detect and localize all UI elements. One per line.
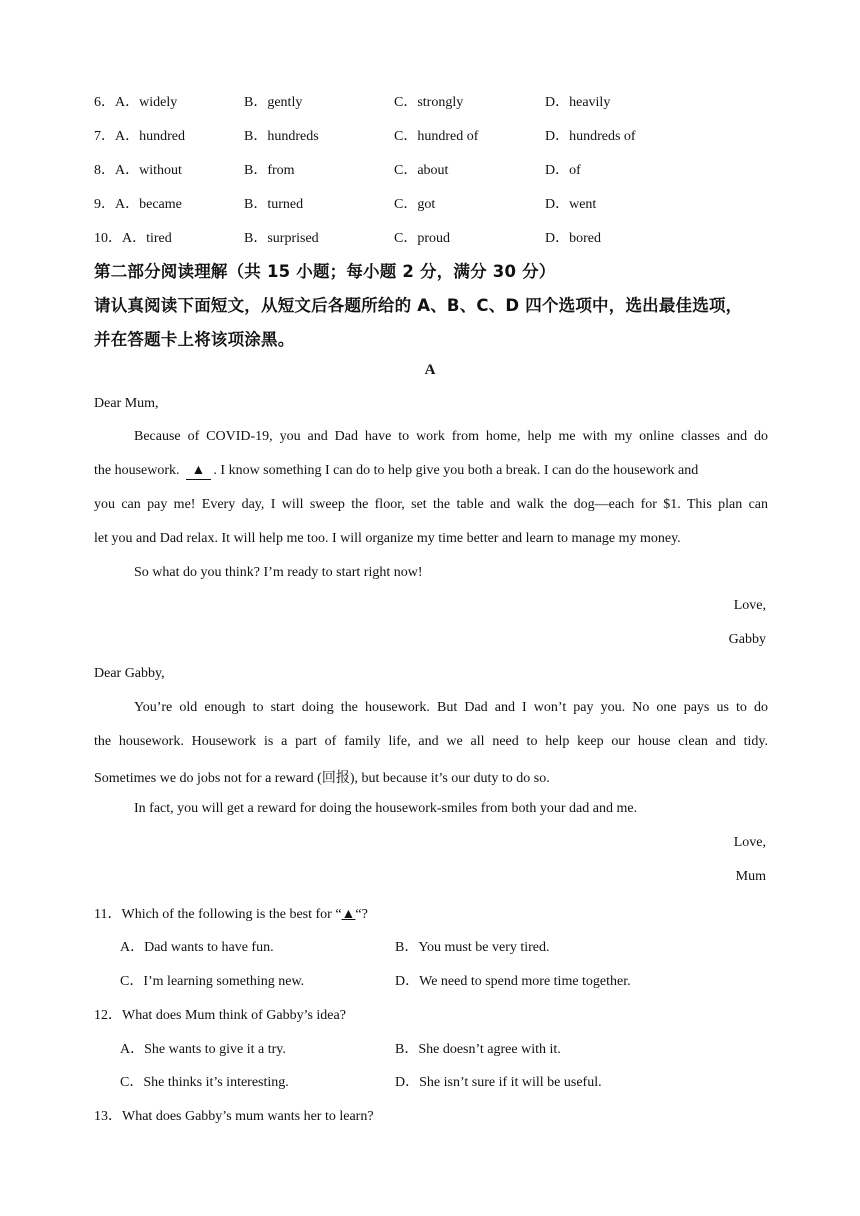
option-b: B．surprised: [244, 231, 319, 246]
option-b: B．hundreds: [244, 129, 319, 144]
text-segment: . I know something I can do to help give you both a break. I can do the housework and: [213, 463, 699, 478]
section-instruction: 请认真阅读下面短文，从短文后各题所给的 A、B、C、D 四个选项中，选出最佳选项，: [94, 296, 743, 315]
text-segment: 11．Which of the following is the best for “: [94, 907, 342, 922]
option-c: C．about: [394, 163, 449, 178]
letter2-paragraph-line: Sometimes we do jobs not for a reward (回报), but because it’s our duty to do so.: [94, 771, 550, 786]
letter1-paragraph: So what do you think? I’m ready to start right now!: [134, 565, 423, 580]
q11-option-d: D．We need to spend more time together.: [395, 974, 631, 989]
options-row-7: [94, 125, 774, 145]
letter1-salutation: Dear Mum,: [94, 396, 159, 411]
option-c: C．got: [394, 197, 436, 212]
section-instruction-cont: 并在答题卡上将该项涂黑。: [94, 330, 295, 349]
answer-blank: ▲: [186, 463, 212, 480]
option-b: B．from: [244, 163, 295, 178]
q11-option-c: C．I’m learning something new.: [120, 974, 305, 989]
letter1-signature: Gabby: [728, 632, 766, 647]
option-d: D．bored: [545, 231, 601, 246]
q12-option-c: C．She thinks it’s interesting.: [120, 1075, 289, 1090]
q12-option-a: A．She wants to give it a try.: [120, 1042, 286, 1057]
option-a: 9．A．became: [94, 197, 182, 212]
letter2-closing: Love,: [733, 835, 766, 850]
option-c: C．proud: [394, 231, 450, 246]
section-title: 第二部分阅读理解（共 15 小题；每小题 2 分，满分 30 分）: [94, 262, 556, 281]
letter1-paragraph-line-blank: [94, 463, 768, 480]
question-11-stem: [94, 903, 368, 923]
option-a: 10．A．tired: [94, 231, 172, 246]
option-d: D．went: [545, 197, 597, 212]
option-d: D．heavily: [545, 95, 611, 110]
options-row-10: [94, 227, 774, 247]
letter1-paragraph-line: Because of COVID-19, you and Dad have to work from home, help me with my online classes and do: [134, 429, 768, 444]
letter1-paragraph-line: you can pay me! Every day, I will sweep the floor, set the table and walk the dog—each for $1. This plan can: [94, 497, 768, 512]
option-a: 7．A．hundred: [94, 129, 185, 144]
letter2-paragraph: In fact, you will get a reward for doing the housework-smiles from both your dad and me.: [134, 801, 638, 816]
question-12-stem: 12．What does Mum think of Gabby’s idea?: [94, 1008, 346, 1023]
options-row-6: [94, 91, 774, 111]
q11-option-b: B．You must be very tired.: [395, 940, 550, 955]
passage-title: A: [424, 362, 436, 378]
option-a: 6．A．widely: [94, 95, 178, 110]
q12-option-b: B．She doesn’t agree with it.: [395, 1042, 561, 1057]
option-a: 8．A．without: [94, 163, 182, 178]
letter2-salutation: Dear Gabby,: [94, 666, 165, 681]
question-13-stem: 13．What does Gabby’s mum wants her to learn?: [94, 1109, 374, 1124]
letter2-signature: Mum: [735, 869, 766, 884]
letter2-paragraph-line: You’re old enough to start doing the housework. But Dad and I won’t pay you. No one pays us to do: [134, 700, 768, 715]
letter1-paragraph-line: let you and Dad relax. It will help me too. I will organize my time better and learn to manage my money.: [94, 531, 681, 546]
option-c: C．hundred of: [394, 129, 479, 144]
q11-option-a: A．Dad wants to have fun.: [120, 940, 274, 955]
text-segment: the housework.: [94, 463, 180, 478]
option-d: D．hundreds of: [545, 129, 636, 144]
option-d: D．of: [545, 163, 581, 178]
answer-blank: ▲: [341, 907, 356, 922]
option-c: C．strongly: [394, 95, 464, 110]
options-row-9: [94, 193, 774, 213]
options-row-8: [94, 159, 774, 179]
text-segment: “?: [355, 907, 368, 922]
q12-option-d: D．She isn’t sure if it will be useful.: [395, 1075, 602, 1090]
letter2-paragraph-line: the housework. Housework is a part of family life, and we all need to help keep our house clean and tidy.: [94, 734, 768, 749]
letter1-closing: Love,: [733, 598, 766, 613]
option-b: B．turned: [244, 197, 304, 212]
option-b: B．gently: [244, 95, 303, 110]
